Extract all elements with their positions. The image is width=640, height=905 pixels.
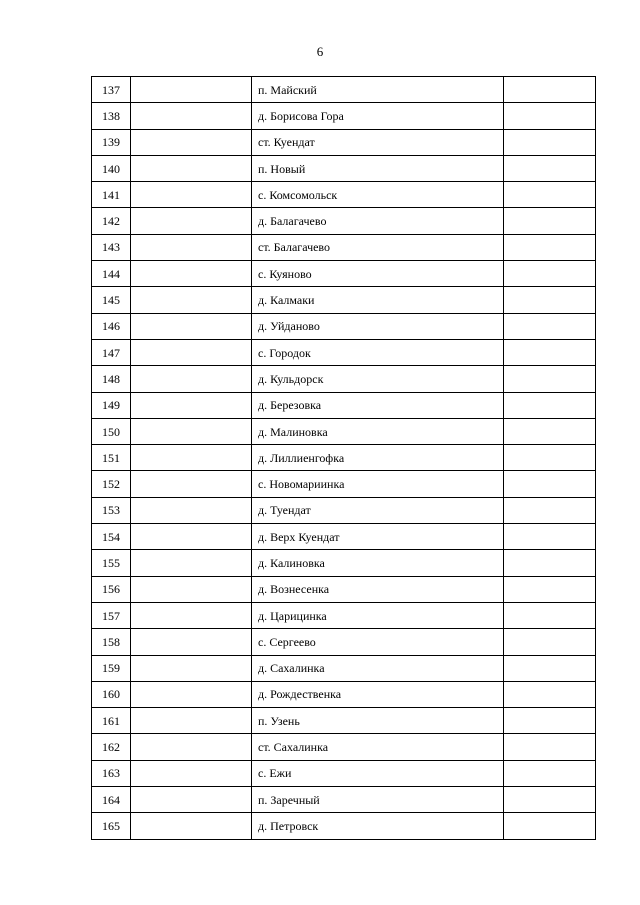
- district-cell: [131, 313, 252, 339]
- table-row: [92, 576, 596, 602]
- district-cell: [131, 129, 252, 155]
- table-row: [92, 418, 596, 444]
- extra-cell: [504, 602, 596, 628]
- district-cell: [131, 708, 252, 734]
- table-row: [92, 760, 596, 786]
- row-number-cell: 147: [92, 339, 131, 365]
- row-number-cell: 153: [92, 497, 131, 523]
- district-cell: [131, 760, 252, 786]
- extra-cell: [504, 787, 596, 813]
- table-row: [92, 708, 596, 734]
- settlement-name-cell: д. Вознесенка: [252, 576, 504, 602]
- table-row: [92, 655, 596, 681]
- row-number-cell: 142: [92, 208, 131, 234]
- extra-cell: [504, 576, 596, 602]
- table-row: [92, 366, 596, 392]
- settlement-name-cell: д. Калиновка: [252, 550, 504, 576]
- extra-cell: [504, 497, 596, 523]
- district-cell: [131, 208, 252, 234]
- extra-cell: [504, 182, 596, 208]
- row-number-cell: 152: [92, 471, 131, 497]
- table-row: [92, 392, 596, 418]
- row-number-cell: 145: [92, 287, 131, 313]
- district-cell: [131, 182, 252, 208]
- district-cell: [131, 787, 252, 813]
- row-number-cell: 143: [92, 234, 131, 260]
- settlement-name-cell: с. Новомариинка: [252, 471, 504, 497]
- row-number-cell: 148: [92, 366, 131, 392]
- extra-cell: [504, 208, 596, 234]
- settlement-name-cell: ст. Сахалинка: [252, 734, 504, 760]
- table-row: [92, 234, 596, 260]
- table-row: [92, 445, 596, 471]
- district-cell: [131, 392, 252, 418]
- settlement-name-cell: с. Сергеево: [252, 629, 504, 655]
- row-number-cell: 162: [92, 734, 131, 760]
- table-row: [92, 787, 596, 813]
- district-cell: [131, 629, 252, 655]
- table-row: [92, 182, 596, 208]
- settlements-table: [91, 76, 596, 840]
- extra-cell: [504, 77, 596, 103]
- extra-cell: [504, 813, 596, 839]
- table-row: [92, 155, 596, 181]
- extra-cell: [504, 655, 596, 681]
- table-row: [92, 629, 596, 655]
- extra-cell: [504, 155, 596, 181]
- row-number-cell: 149: [92, 392, 131, 418]
- extra-cell: [504, 129, 596, 155]
- extra-cell: [504, 366, 596, 392]
- district-cell: [131, 813, 252, 839]
- settlement-name-cell: д. Царицинка: [252, 602, 504, 628]
- extra-cell: [504, 313, 596, 339]
- district-cell: [131, 655, 252, 681]
- settlement-name-cell: д. Березовка: [252, 392, 504, 418]
- row-number-cell: 164: [92, 787, 131, 813]
- district-cell: [131, 234, 252, 260]
- district-cell: [131, 103, 252, 129]
- settlement-name-cell: д. Калмаки: [252, 287, 504, 313]
- extra-cell: [504, 708, 596, 734]
- table-row: [92, 497, 596, 523]
- table-row: [92, 261, 596, 287]
- row-number-cell: 146: [92, 313, 131, 339]
- table-row: [92, 524, 596, 550]
- settlement-name-cell: д. Сахалинка: [252, 655, 504, 681]
- row-number-cell: 144: [92, 261, 131, 287]
- district-cell: [131, 576, 252, 602]
- extra-cell: [504, 550, 596, 576]
- district-cell: [131, 602, 252, 628]
- settlement-name-cell: д. Туендат: [252, 497, 504, 523]
- table-row: [92, 287, 596, 313]
- table-row: [92, 129, 596, 155]
- extra-cell: [504, 234, 596, 260]
- settlement-name-cell: д. Верх Куендат: [252, 524, 504, 550]
- row-number-cell: 154: [92, 524, 131, 550]
- settlement-name-cell: ст. Куендат: [252, 129, 504, 155]
- table-row: [92, 313, 596, 339]
- district-cell: [131, 497, 252, 523]
- district-cell: [131, 524, 252, 550]
- district-cell: [131, 77, 252, 103]
- settlement-name-cell: п. Майский: [252, 77, 504, 103]
- district-cell: [131, 550, 252, 576]
- district-cell: [131, 287, 252, 313]
- row-number-cell: 163: [92, 760, 131, 786]
- row-number-cell: 150: [92, 418, 131, 444]
- row-number-cell: 156: [92, 576, 131, 602]
- extra-cell: [504, 681, 596, 707]
- extra-cell: [504, 103, 596, 129]
- settlement-name-cell: с. Ежи: [252, 760, 504, 786]
- district-cell: [131, 261, 252, 287]
- district-cell: [131, 155, 252, 181]
- settlement-name-cell: д. Лиллиенгофка: [252, 445, 504, 471]
- settlement-name-cell: п. Новый: [252, 155, 504, 181]
- settlements-table-body: [92, 77, 596, 840]
- table-row: [92, 471, 596, 497]
- district-cell: [131, 681, 252, 707]
- district-cell: [131, 418, 252, 444]
- settlement-name-cell: д. Борисова Гора: [252, 103, 504, 129]
- row-number-cell: 165: [92, 813, 131, 839]
- extra-cell: [504, 261, 596, 287]
- district-cell: [131, 734, 252, 760]
- extra-cell: [504, 418, 596, 444]
- table-row: [92, 103, 596, 129]
- district-cell: [131, 445, 252, 471]
- page-number: 6: [316, 44, 324, 59]
- extra-cell: [504, 524, 596, 550]
- row-number-cell: 158: [92, 629, 131, 655]
- extra-cell: [504, 339, 596, 365]
- row-number-cell: 138: [92, 103, 131, 129]
- table-row: [92, 208, 596, 234]
- settlement-name-cell: д. Балагачево: [252, 208, 504, 234]
- extra-cell: [504, 760, 596, 786]
- settlement-name-cell: с. Городок: [252, 339, 504, 365]
- row-number-cell: 157: [92, 602, 131, 628]
- table-row: [92, 813, 596, 839]
- district-cell: [131, 471, 252, 497]
- settlement-name-cell: д. Уйданово: [252, 313, 504, 339]
- extra-cell: [504, 392, 596, 418]
- table-row: [92, 734, 596, 760]
- row-number-cell: 141: [92, 182, 131, 208]
- table-row: [92, 339, 596, 365]
- row-number-cell: 139: [92, 129, 131, 155]
- settlement-name-cell: п. Заречный: [252, 787, 504, 813]
- settlement-name-cell: д. Петровск: [252, 813, 504, 839]
- settlement-name-cell: д. Рождественка: [252, 681, 504, 707]
- settlement-name-cell: п. Узень: [252, 708, 504, 734]
- table-row: [92, 681, 596, 707]
- row-number-cell: 160: [92, 681, 131, 707]
- district-cell: [131, 339, 252, 365]
- extra-cell: [504, 287, 596, 313]
- extra-cell: [504, 445, 596, 471]
- settlement-name-cell: ст. Балагачево: [252, 234, 504, 260]
- row-number-cell: 151: [92, 445, 131, 471]
- table-row: [92, 602, 596, 628]
- table-row: [92, 77, 596, 103]
- row-number-cell: 140: [92, 155, 131, 181]
- district-cell: [131, 366, 252, 392]
- extra-cell: [504, 734, 596, 760]
- settlement-name-cell: д. Кульдорск: [252, 366, 504, 392]
- table-row: [92, 550, 596, 576]
- extra-cell: [504, 471, 596, 497]
- row-number-cell: 161: [92, 708, 131, 734]
- settlement-name-cell: с. Комсомольск: [252, 182, 504, 208]
- row-number-cell: 155: [92, 550, 131, 576]
- extra-cell: [504, 629, 596, 655]
- settlement-name-cell: с. Куяново: [252, 261, 504, 287]
- row-number-cell: 159: [92, 655, 131, 681]
- row-number-cell: 137: [92, 77, 131, 103]
- settlement-name-cell: д. Малиновка: [252, 418, 504, 444]
